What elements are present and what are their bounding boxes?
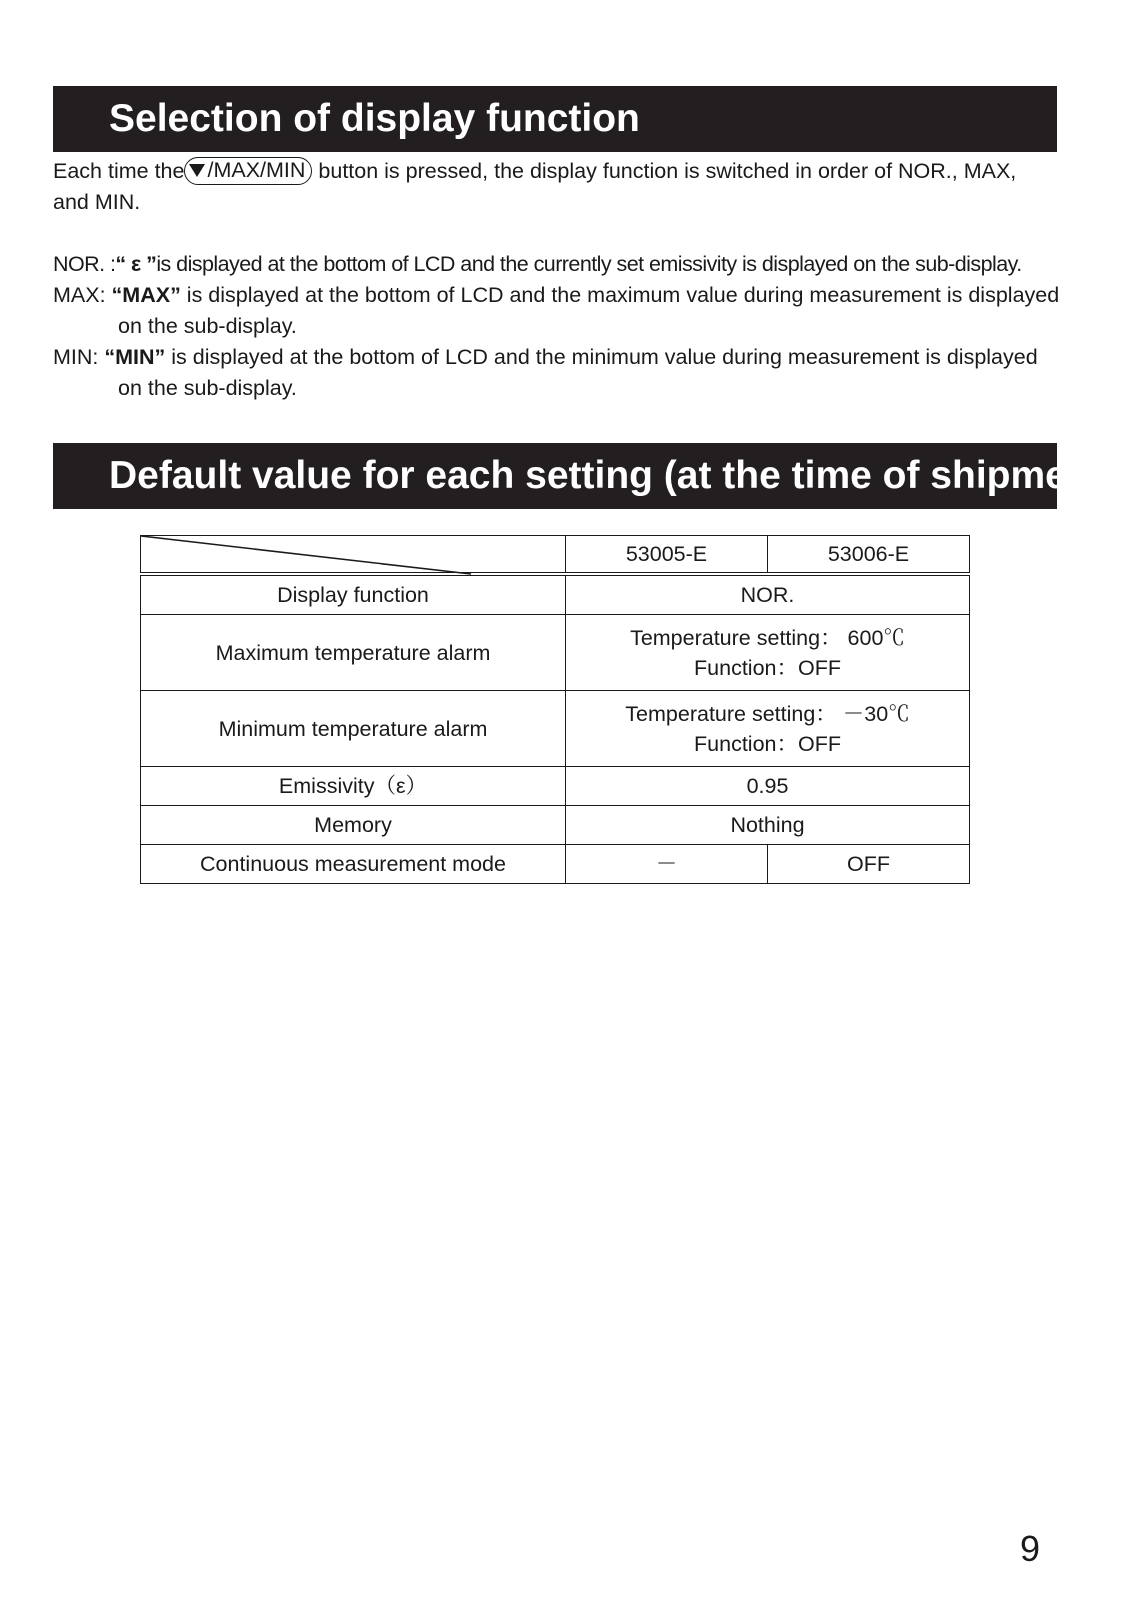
mode-min-text: is displayed at the bottom of LCD and the minimum value during measurement is displayed bbox=[165, 345, 1038, 369]
table-row bbox=[141, 806, 970, 845]
intro-text-before: Each time the bbox=[53, 159, 185, 183]
mode-min-symbol: “MIN” bbox=[104, 345, 166, 369]
row-label: Maximum temperature alarm bbox=[141, 615, 566, 691]
row-value-line2: Function：OFF bbox=[694, 731, 841, 756]
row-value bbox=[566, 691, 970, 767]
down-triangle-icon bbox=[189, 164, 205, 177]
display-modes-list bbox=[53, 249, 1059, 404]
diagonal-line bbox=[141, 536, 566, 576]
defaults-table bbox=[140, 535, 970, 884]
mode-min-prefix: MIN: bbox=[53, 345, 105, 369]
mode-nor-symbol: “ ε ” bbox=[115, 252, 157, 276]
intro-text-line2: and MIN. bbox=[53, 190, 141, 214]
row-value-53005: － bbox=[566, 845, 768, 884]
mode-nor-text: is displayed at the bottom of LCD and the currently set emissivity is displayed on the sub-display. bbox=[156, 252, 1022, 276]
table-row bbox=[141, 615, 970, 691]
table-row bbox=[141, 691, 970, 767]
max-min-button bbox=[184, 157, 312, 185]
row-value-line2: Function：OFF bbox=[694, 655, 841, 680]
row-value-line1: Temperature setting： 600℃ bbox=[630, 625, 905, 650]
section-heading-display-function: Selection of display function bbox=[53, 86, 1057, 152]
row-value bbox=[566, 615, 970, 691]
mode-nor-prefix: NOR. : bbox=[53, 252, 116, 276]
table-row bbox=[141, 767, 970, 806]
intro-text-after: button is pressed, the display function is switched in order of NOR., MAX, bbox=[318, 159, 1017, 183]
row-label: Memory bbox=[141, 806, 566, 845]
mode-max-text: is displayed at the bottom of LCD and the maximum value during measurement is displayed bbox=[180, 283, 1060, 307]
table-row bbox=[141, 845, 970, 884]
mode-min bbox=[53, 342, 1059, 373]
row-value: 0.95 bbox=[566, 767, 970, 806]
page-number: 9 bbox=[1020, 1528, 1041, 1569]
intro-paragraph bbox=[53, 156, 1059, 218]
row-value: Nothing bbox=[566, 806, 970, 845]
mode-min-line2: on the sub-display. bbox=[118, 376, 297, 400]
mode-nor bbox=[53, 249, 1059, 280]
mode-max bbox=[53, 280, 1059, 311]
model-header-53006: 53006-E bbox=[768, 536, 970, 575]
max-min-button-label: /MAX/MIN bbox=[207, 158, 306, 182]
diagonal-corner-cell bbox=[141, 536, 566, 575]
mode-max-line2: on the sub-display. bbox=[118, 314, 297, 338]
row-label: Minimum temperature alarm bbox=[141, 691, 566, 767]
row-label: Emissivity（ε） bbox=[141, 767, 566, 806]
mode-max-prefix: MAX: bbox=[53, 283, 112, 307]
row-value-line1: Temperature setting： －30℃ bbox=[625, 701, 910, 726]
table-header-row bbox=[141, 536, 970, 575]
row-label: Continuous measurement mode bbox=[141, 845, 566, 884]
row-value: NOR. bbox=[566, 574, 970, 615]
row-value-53006: OFF bbox=[768, 845, 970, 884]
model-header-53005: 53005-E bbox=[566, 536, 768, 575]
mode-max-symbol: “MAX” bbox=[111, 283, 181, 307]
row-label: Display function bbox=[141, 574, 566, 615]
section-heading-defaults: Default value for each setting (at the time of shipment) bbox=[53, 443, 1057, 509]
table-row bbox=[141, 574, 970, 615]
